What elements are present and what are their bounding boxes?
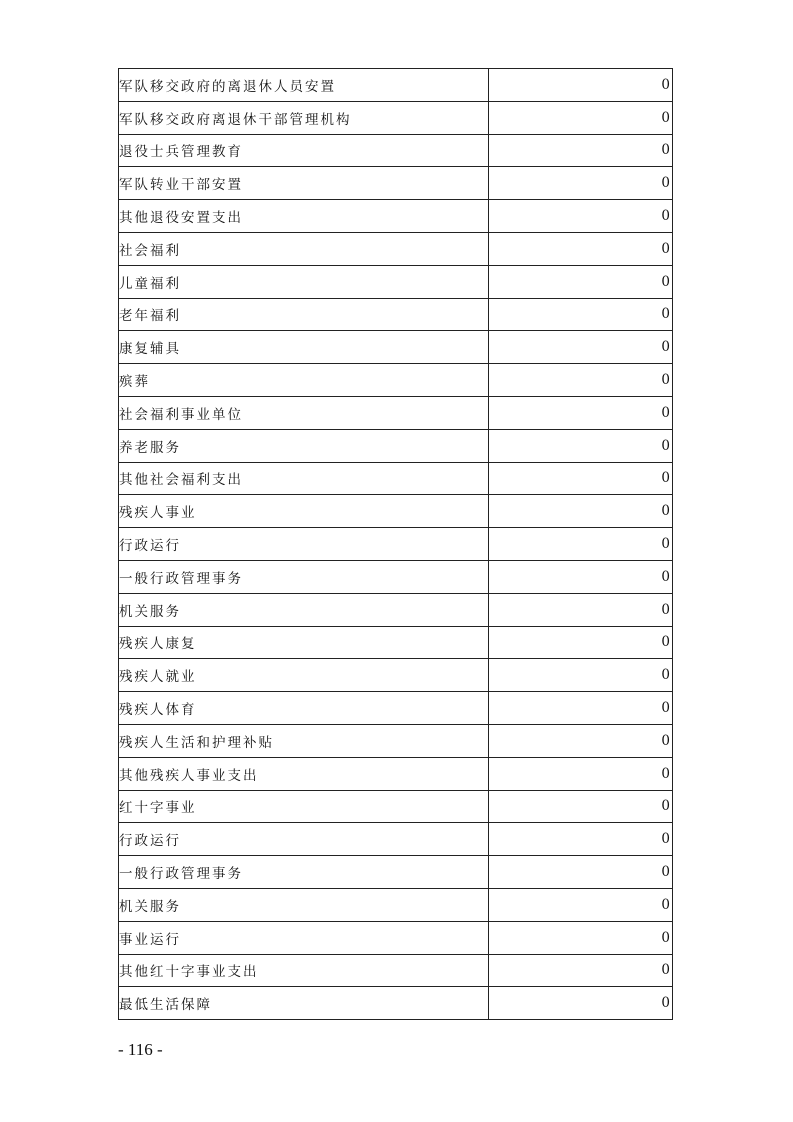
page-number: - 116 - [118, 1040, 163, 1059]
item-name: 社会福利 [119, 232, 489, 265]
table-row [119, 593, 673, 626]
table-row [119, 462, 673, 495]
budget-table [118, 68, 673, 1020]
table-row [119, 528, 673, 561]
table-row [119, 331, 673, 364]
item-name: 残疾人就业 [119, 659, 489, 692]
table-row [119, 429, 673, 462]
table-row [119, 167, 673, 200]
item-amount: 0 [489, 757, 673, 790]
item-amount: 0 [489, 528, 673, 561]
item-name: 社会福利事业单位 [119, 396, 489, 429]
table-row [119, 921, 673, 954]
item-amount: 0 [489, 265, 673, 298]
item-name: 行政运行 [119, 528, 489, 561]
item-amount: 0 [489, 954, 673, 987]
item-name: 其他退役安置支出 [119, 200, 489, 233]
table-row [119, 69, 673, 102]
item-amount: 0 [489, 856, 673, 889]
item-amount: 0 [489, 69, 673, 102]
item-amount: 0 [489, 724, 673, 757]
table-row [119, 724, 673, 757]
item-name: 事业运行 [119, 921, 489, 954]
item-name: 残疾人体育 [119, 692, 489, 725]
item-name: 军队转业干部安置 [119, 167, 489, 200]
table-row [119, 200, 673, 233]
item-name: 儿童福利 [119, 265, 489, 298]
table-row [119, 659, 673, 692]
item-name: 一般行政管理事务 [119, 560, 489, 593]
item-amount: 0 [489, 593, 673, 626]
table-row [119, 364, 673, 397]
item-name: 其他红十字事业支出 [119, 954, 489, 987]
table-row [119, 298, 673, 331]
item-amount: 0 [489, 626, 673, 659]
item-name: 机关服务 [119, 593, 489, 626]
item-amount: 0 [489, 232, 673, 265]
table-row [119, 232, 673, 265]
table-row [119, 265, 673, 298]
item-amount: 0 [489, 921, 673, 954]
item-name: 一般行政管理事务 [119, 856, 489, 889]
item-amount: 0 [489, 396, 673, 429]
item-amount: 0 [489, 888, 673, 921]
table-row [119, 134, 673, 167]
item-amount: 0 [489, 823, 673, 856]
table-row [119, 495, 673, 528]
item-name: 殡葬 [119, 364, 489, 397]
item-name: 养老服务 [119, 429, 489, 462]
table-body [119, 69, 673, 1020]
item-name: 其他社会福利支出 [119, 462, 489, 495]
table-row [119, 790, 673, 823]
item-name: 军队移交政府离退休干部管理机构 [119, 101, 489, 134]
item-amount: 0 [489, 429, 673, 462]
item-name: 老年福利 [119, 298, 489, 331]
table-row [119, 987, 673, 1020]
table-row [119, 856, 673, 889]
item-amount: 0 [489, 462, 673, 495]
item-amount: 0 [489, 298, 673, 331]
table-row [119, 954, 673, 987]
item-name: 红十字事业 [119, 790, 489, 823]
table-row [119, 823, 673, 856]
item-amount: 0 [489, 790, 673, 823]
item-name: 退役士兵管理教育 [119, 134, 489, 167]
table-row [119, 626, 673, 659]
item-amount: 0 [489, 200, 673, 233]
table-row [119, 888, 673, 921]
item-name: 其他残疾人事业支出 [119, 757, 489, 790]
item-name: 机关服务 [119, 888, 489, 921]
item-amount: 0 [489, 101, 673, 134]
item-name: 残疾人生活和护理补贴 [119, 724, 489, 757]
item-name: 康复辅具 [119, 331, 489, 364]
item-amount: 0 [489, 692, 673, 725]
item-name: 军队移交政府的离退休人员安置 [119, 69, 489, 102]
item-amount: 0 [489, 364, 673, 397]
table-row [119, 396, 673, 429]
item-amount: 0 [489, 560, 673, 593]
item-amount: 0 [489, 331, 673, 364]
item-amount: 0 [489, 134, 673, 167]
item-name: 行政运行 [119, 823, 489, 856]
item-amount: 0 [489, 495, 673, 528]
item-amount: 0 [489, 167, 673, 200]
item-amount: 0 [489, 659, 673, 692]
item-name: 残疾人康复 [119, 626, 489, 659]
table-row [119, 692, 673, 725]
table-row [119, 101, 673, 134]
table-row [119, 757, 673, 790]
table-row [119, 560, 673, 593]
item-name: 残疾人事业 [119, 495, 489, 528]
item-amount: 0 [489, 987, 673, 1020]
item-name: 最低生活保障 [119, 987, 489, 1020]
